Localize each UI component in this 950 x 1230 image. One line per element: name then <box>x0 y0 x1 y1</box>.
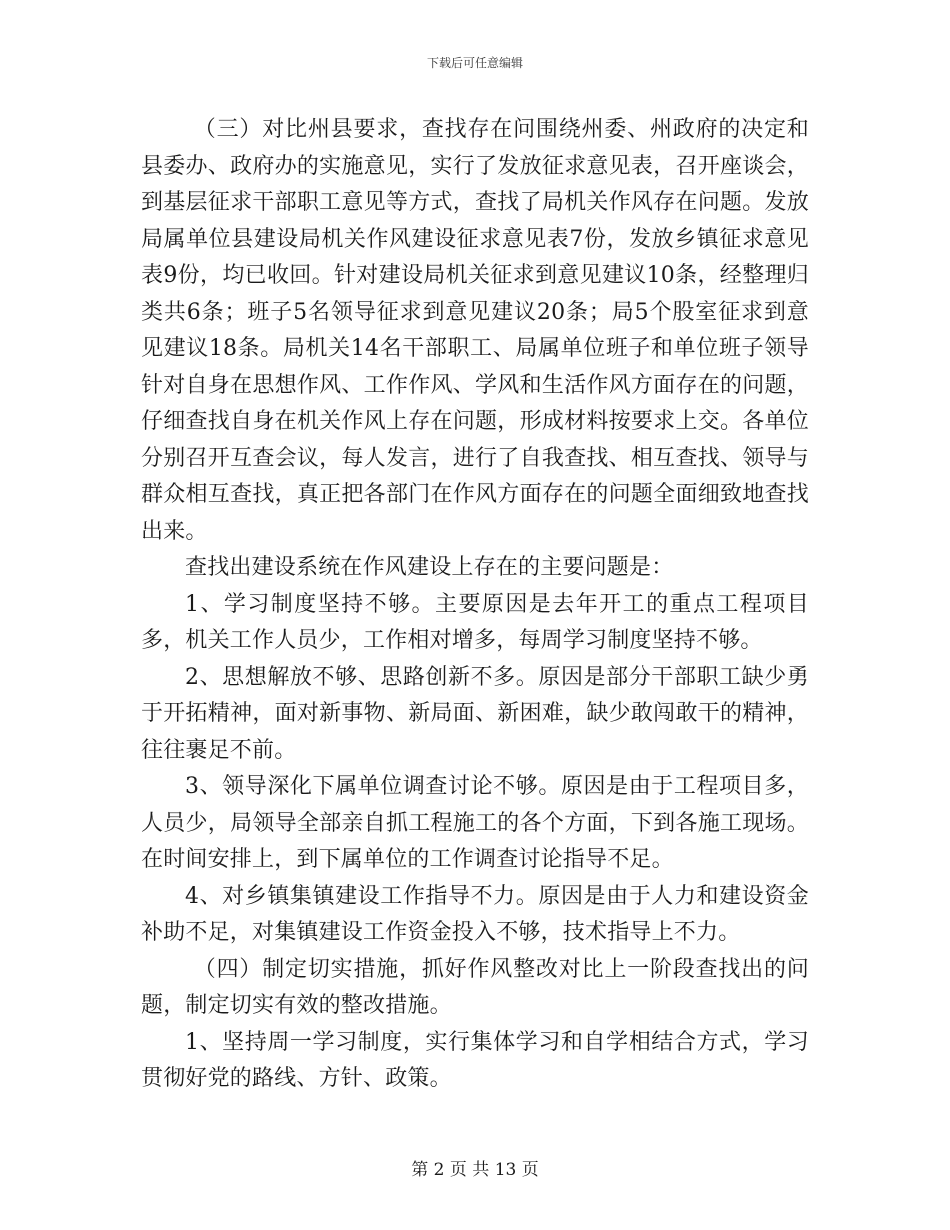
paragraph-section-four: （四）制定切实措施，抓好作风整改对比上一阶段查找出的问题，制定切实有效的整改措施。 <box>141 956 809 1018</box>
paragraph-measure-1: 1、坚持周一学习制度，实行集体学习和自学相结合方式，学习贯彻好党的路线、方针、政策。 <box>141 1029 809 1091</box>
page-header-note: 下载后可任意编辑 <box>426 56 523 70</box>
paragraph-problem-4: 4、对乡镇集镇建设工作指导不力。原因是由于人力和建设资金补助不足，对集镇建设工作资金投入不够，技术指导上不力。 <box>141 883 809 945</box>
paragraph-problems-intro: 查找出建设系统在作风建设上存在的主要问题是： <box>185 555 674 580</box>
document-body <box>141 112 809 1098</box>
paragraph-section-three: （三）对比州县要求，查找存在问围绕州委、州政府的决定和县委办、政府办的实施意见，实行了发放征求意见表，召开座谈会，到基层征求干部职工意见等方式，查找了局机关作风存在问题。发放局属单位县建设局机关作风建设征求意见表7份，发放乡镇征求意见表9份，均已收回。针对建设局机关征求到意见建议10条，经整理归类共6条；班子5名领导征求到意见建议20条；局5个股室征求到意见建议18条。局机关14名干部职工、局属单位班子和单位班子领导针对自身在思想作风、工作作风、学风和生活作风方面存在的问题，仔细查找自身在机关作风上存在问题，形成材料按要求上交。各单位分别召开互查会议，每人发言，进行了自我查找、相互查找、领导与群众相互查找，真正把各部门在作风方面存在的问题全面细致地查找出来。 <box>141 117 809 544</box>
paragraph-problem-2: 2、思想解放不够、思路创新不多。原因是部分干部职工缺少勇于开拓精神，面对新事物、新局面、新困难，缺少敢闯敢干的精神，往往裹足不前。 <box>141 664 809 763</box>
paragraph-problem-1: 1、学习制度坚持不够。主要原因是去年开工的重点工程项目多，机关工作人员少，工作相对增多，每周学习制度坚持不够。 <box>141 591 809 653</box>
page-number-footer: 第 2 页 共 13 页 <box>411 1160 539 1180</box>
paragraph-problem-3: 3、领导深化下属单位调查讨论不够。原因是由于工程项目多，人员少，局领导全部亲自抓工程施工的各个方面，下到各施工现场。在时间安排上，到下属单位的工作调查讨论指导不足。 <box>141 774 809 872</box>
